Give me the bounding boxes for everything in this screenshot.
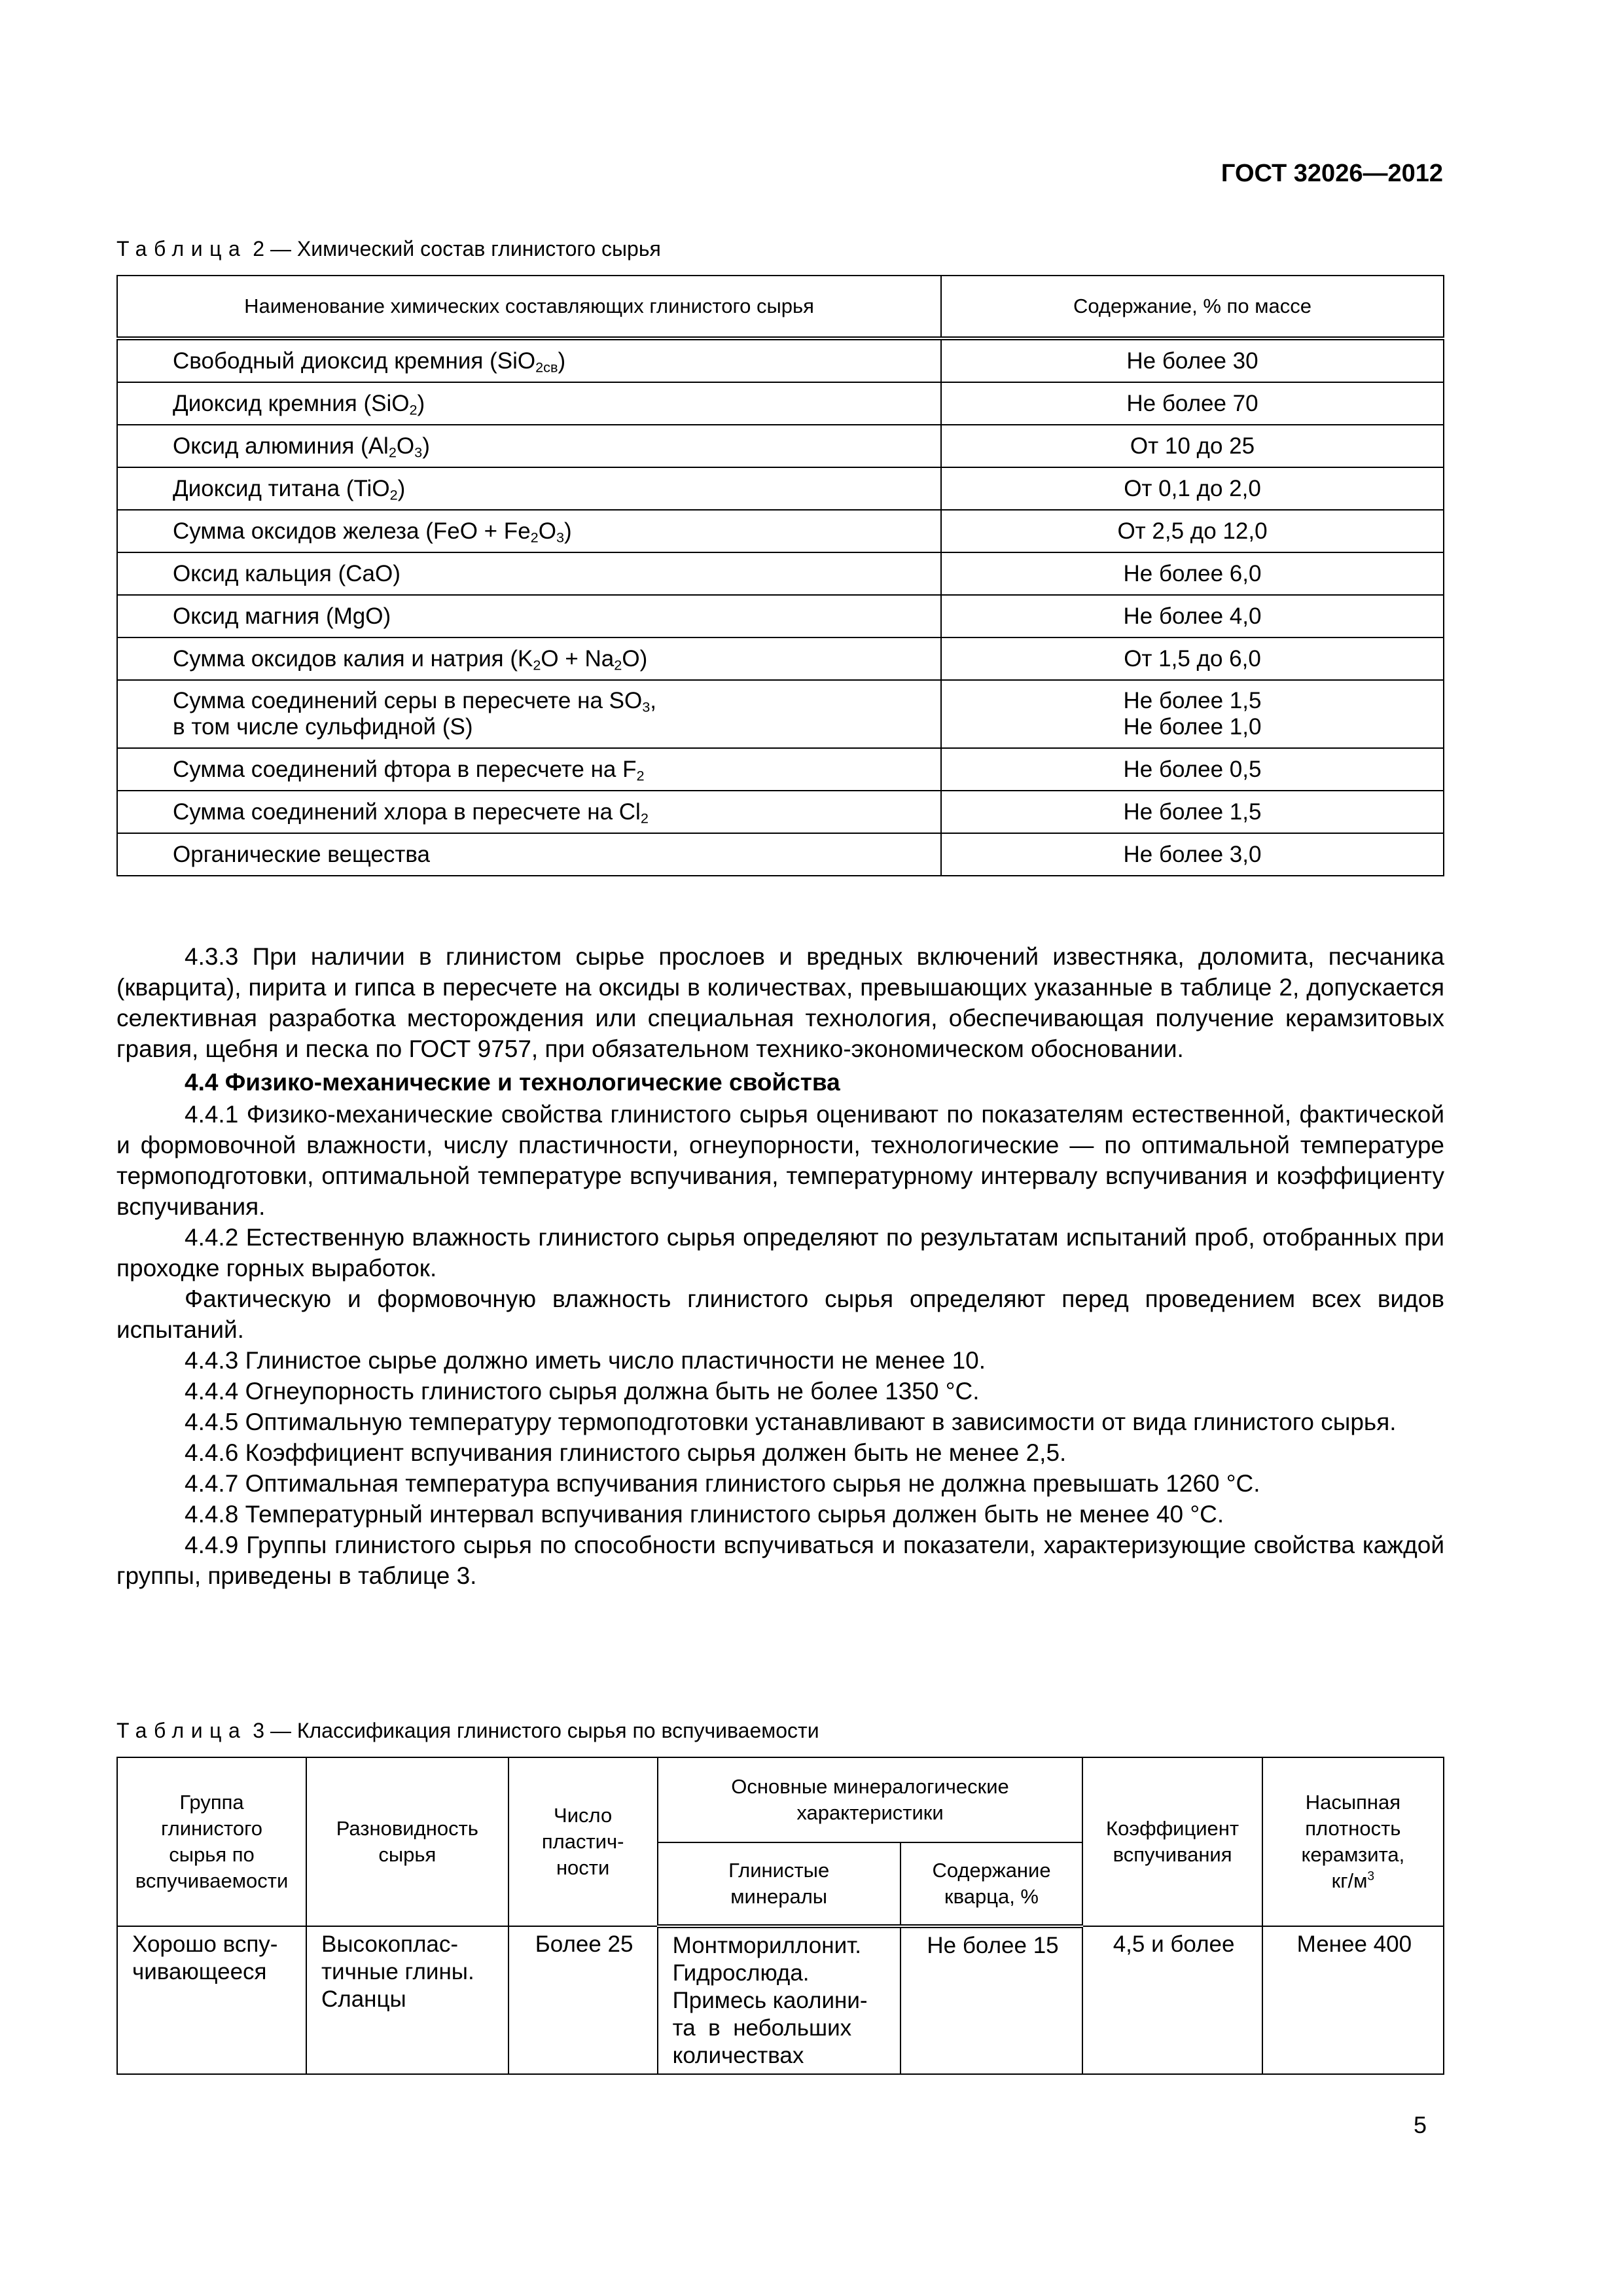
table2-cell-value: Не более 30 <box>941 338 1444 382</box>
paragraph-4-4-8: 4.4.8 Температурный интервал вспучивания глинистого сырья должен быть не менее 40 °С. <box>185 1501 1224 1528</box>
table3-col-clay-minerals: Глинистые минералы <box>658 1842 901 1926</box>
table2-cell-name: Органические вещества <box>117 833 941 876</box>
table-row <box>117 748 1444 791</box>
table3-caption-prefix: Таблица <box>116 1719 247 1742</box>
table-row <box>117 425 1444 467</box>
table-row <box>117 680 1444 748</box>
paragraph-4-4-1: 4.4.1 Физико-механические свойства глинистого сырья оценивают по показателям естественной, фактической и формовочной влажности, числу пластичности, огнеупорности, технологические — по оптимальной температуре термоподготовки, оптимальной температуре вспучивания, температурному интервалу вспучивания и коэффициенту вспучивания. <box>116 1101 1444 1220</box>
table3-col-plasticity: Число пластич- ности <box>508 1757 658 1926</box>
table-row <box>117 552 1444 595</box>
table2-cell-value: Не более 1,5 Не более 1,0 <box>941 680 1444 748</box>
table2-cell-value: Не более 0,5 <box>941 748 1444 791</box>
table2-cell-name: Диоксид кремния (SiO$_2$) <box>117 382 941 425</box>
table-row <box>117 467 1444 510</box>
table2-cell-value: От 1,5 до 6,0 <box>941 637 1444 680</box>
table3-col-group: Группа глинистого сырья по вспучиваемости <box>117 1757 306 1926</box>
table2-cell-name: Сумма соединений фтора в пересчете на $F_2$ <box>117 748 941 791</box>
table2-cell-value: Не более 6,0 <box>941 552 1444 595</box>
table3-cell-plasticity: Более 25 <box>508 1926 658 2074</box>
table3-cell-clay-minerals: Монтмориллонит. Гидрослюда. Примесь каолини- та в небольших количествах <box>658 1926 901 2074</box>
paragraph-4-3-3: 4.3.3 При наличии в глинистом сырье прослоев и вредных включений известняка, доломита, песчаника (кварцита), пирита и гипса в пересчете на оксиды в количествах, превышающих указанные в таблице 2, допускается селективная разработка месторождения или специальная технология, обеспечивающая получение керамзитовых гравия, щебня и песка по ГОСТ 9757, при обязательном технико-экономическом обосновании. <box>116 943 1444 1062</box>
table-row <box>117 510 1444 552</box>
table3-cell-quartz: Не более 15 <box>901 1926 1083 2074</box>
table3-caption-text: 3 — Классификация глинистого сырья по вспучиваемости <box>247 1719 819 1742</box>
paragraph-4-4-6: 4.4.6 Коэффициент вспучивания глинистого сырья должен быть не менее 2,5. <box>185 1439 1067 1466</box>
table2-cell-value: От 10 до 25 <box>941 425 1444 467</box>
paragraph-4-4-2-continued: Фактическую и формовочную влажность глинистого сырья определяют перед проведением всех видов испытаний. <box>116 1285 1444 1343</box>
table2-cell-value: Не более 3,0 <box>941 833 1444 876</box>
table2-cell-value: Не более 70 <box>941 382 1444 425</box>
table3-cell-variety: Высокоплас- тичные глины. Сланцы <box>306 1926 508 2074</box>
table3-col-quartz: Содержание кварца, % <box>901 1842 1083 1926</box>
table2-cell-name: Оксид магния (MgO) <box>117 595 941 637</box>
table2-caption <box>116 237 661 261</box>
table2-cell-name: Диоксид титана (TiO$_2$) <box>117 467 941 510</box>
table2-cell-name: Сумма оксидов железа $(FeO + Fe_2O_3)$ <box>117 510 941 552</box>
table3-cell-group: Хорошо вспу- чивающееся <box>117 1926 306 2074</box>
table2-caption-prefix: Таблица <box>116 237 247 260</box>
paragraph-4-4-2: 4.4.2 Естественную влажность глинистого сырья определяют по результатам испытаний проб, отобранных при проходке горных выработок. <box>116 1224 1444 1282</box>
table3-col-density: Насыпная плотность керамзита, $кг/м^3$ <box>1262 1757 1444 1926</box>
table3-col-coefficient: Коэффициент вспучивания <box>1082 1757 1262 1926</box>
table2-cell-name: Оксид алюминия $(Al_2O_3)$ <box>117 425 941 467</box>
table2-cell-value: От 2,5 до 12,0 <box>941 510 1444 552</box>
table2-cell-name: Оксид кальция (CaO) <box>117 552 941 595</box>
paragraph-4-4-4: 4.4.4 Огнеупорность глинистого сырья должна быть не более 1350 °С. <box>185 1378 980 1405</box>
table2-col-name: Наименование химических составляющих глинистого сырья <box>117 276 941 338</box>
table-row <box>117 637 1444 680</box>
paragraph-4-4-7: 4.4.7 Оптимальная температура вспучивания глинистого сырья не должна превышать 1260 °С. <box>185 1470 1260 1497</box>
paragraph-4-4-5: 4.4.5 Оптимальную температуру термоподготовки устанавливают в зависимости от вида глинистого сырья. <box>185 1408 1397 1435</box>
table2-cell-name: Сумма оксидов калия и натрия $(K_2O + Na_2O)$ <box>117 637 941 680</box>
table2-cell-name: Сумма соединений серы в пересчете на $SO_3$, в том числе сульфидной (S) <box>117 680 941 748</box>
table3-col-mineral: Основные минералогические характеристики <box>658 1757 1083 1842</box>
table-row <box>117 833 1444 876</box>
expandability-classification-table <box>116 1757 1444 2075</box>
table2-cell-value: Не более 1,5 <box>941 791 1444 833</box>
paragraph-4-4-9: 4.4.9 Группы глинистого сырья по способности вспучиваться и показатели, характеризующие свойства каждой группы, приведены в таблице 3. <box>116 1532 1444 1589</box>
table2-caption-text: 2 — Химический состав глинистого сырья <box>247 237 661 260</box>
table2-cell-name: Свободный диоксид кремния (SiO$_{2св}$) <box>117 338 941 382</box>
page-number: 5 <box>1414 2111 1427 2138</box>
table2-col-value: Содержание, % по массе <box>941 276 1444 338</box>
table2-cell-value: От 0,1 до 2,0 <box>941 467 1444 510</box>
table-row <box>117 338 1444 382</box>
table3-col-variety: Разновидность сырья <box>306 1757 508 1926</box>
table2-cell-value: Не более 4,0 <box>941 595 1444 637</box>
table-row <box>117 595 1444 637</box>
paragraph-4-4-3: 4.4.3 Глинистое сырье должно иметь число пластичности не менее 10. <box>185 1347 986 1374</box>
table3-cell-density: Менее 400 <box>1262 1926 1444 2074</box>
chemical-composition-table <box>116 275 1444 876</box>
table-row <box>117 382 1444 425</box>
table2-body <box>117 338 1444 876</box>
table-row <box>117 791 1444 833</box>
body-text <box>116 941 1444 1591</box>
document-code: ГОСТ 32026—2012 <box>1221 160 1443 187</box>
table-row <box>117 1926 1444 2074</box>
table3-caption <box>116 1719 819 1743</box>
table3-cell-coefficient: 4,5 и более <box>1082 1926 1262 2074</box>
section-heading-4-4: 4.4 Физико-механические и технологические свойства <box>185 1069 840 1096</box>
table2-cell-name: Сумма соединений хлора в пересчете на $Cl_2$ <box>117 791 941 833</box>
